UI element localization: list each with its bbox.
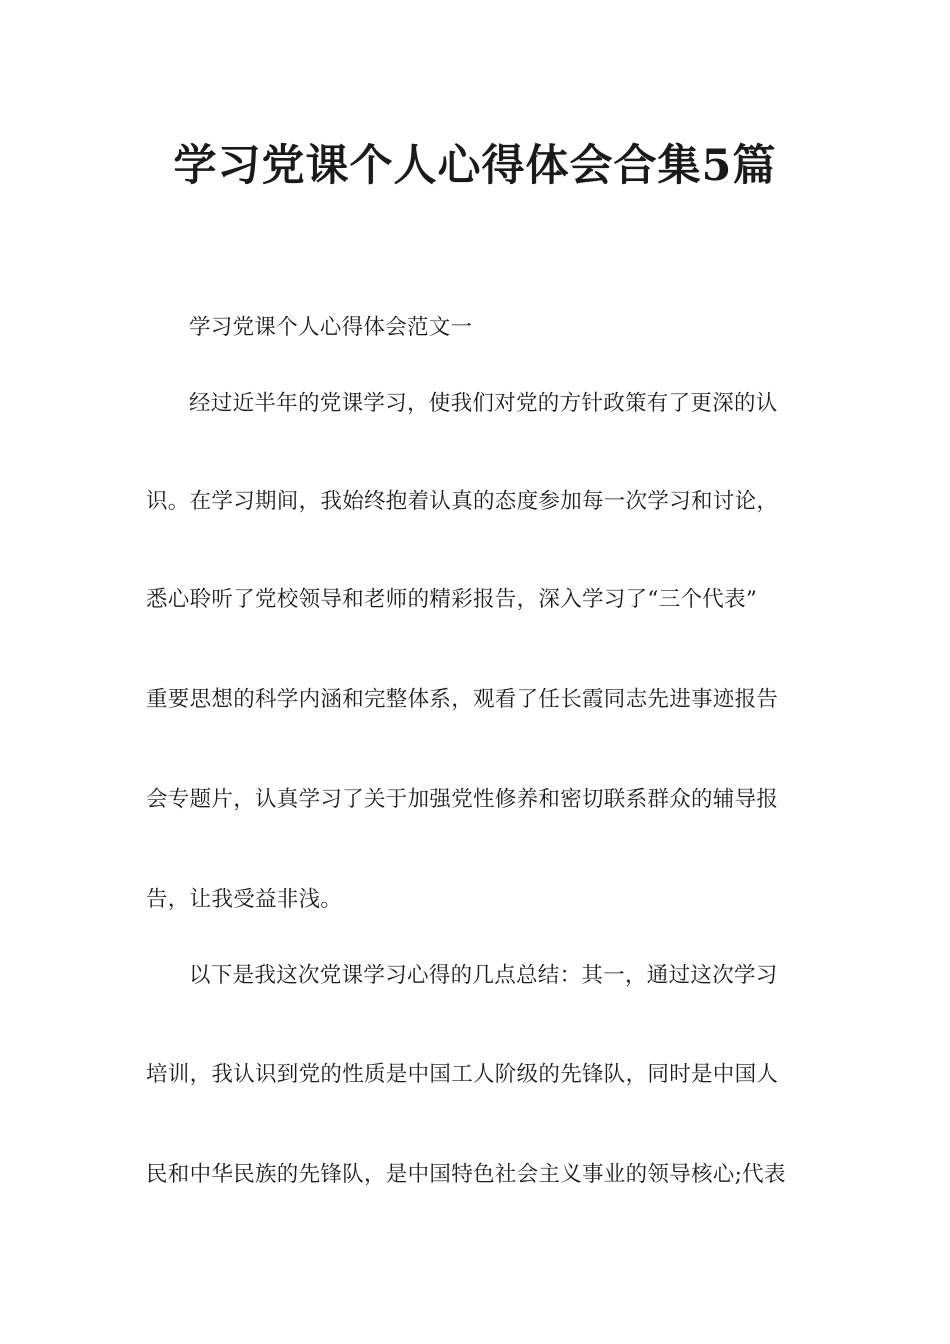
document-title: 学习党课个人心得体会合集5篇	[173, 141, 777, 191]
paragraph-line: 会专题片，认真学习了关于加强党性修养和密切联系群众的辅导报	[146, 787, 779, 812]
paragraph-line: 告，让我受益非浅。	[146, 887, 343, 912]
section-heading: 学习党课个人心得体会范文一	[189, 315, 473, 340]
paragraph-line: 民和中华民族的先锋队，是中国特色社会主义事业的领导核心;代表	[146, 1162, 786, 1187]
paragraph-line: 以下是我这次党课学习心得的几点总结：其一，通过这次学习	[189, 963, 778, 988]
paragraph-line: 经过近半年的党课学习，使我们对党的方针政策有了更深的认	[189, 391, 778, 416]
paragraph-line: 识。在学习期间，我始终抱着认真的态度参加每一次学习和讨论，	[146, 489, 779, 514]
paragraph-line: 培训，我认识到党的性质是中国工人阶级的先锋队，同时是中国人	[146, 1062, 779, 1087]
paragraph-line: 悉心聆听了党校领导和老师的精彩报告，深入学习了“三个代表”	[146, 587, 758, 612]
paragraph-line: 重要思想的科学内涵和完整体系，观看了任长霞同志先进事迹报告	[146, 687, 779, 712]
